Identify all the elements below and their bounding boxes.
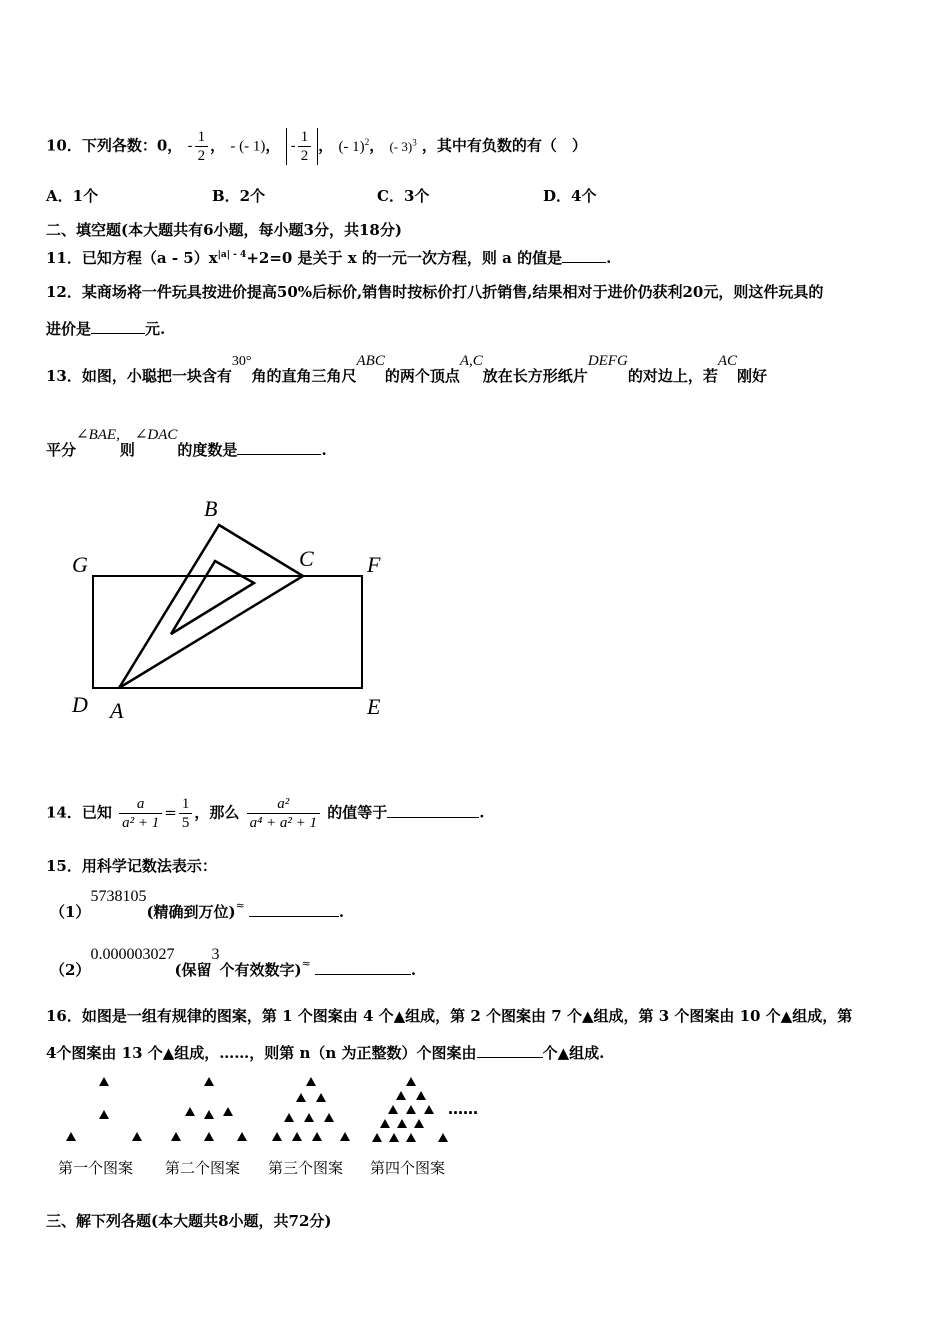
q16-answer-blank[interactable] [477,1043,543,1058]
pattern-4 [372,1077,448,1142]
q11-line: 11．已知方程$(a - 5)x^{|a| - 4}+2=0$ 是关于 x 的一元一次方程，则 a 的值是 . [46,249,612,267]
q15-part1: （1）5738105(精确到万位)≈ . [50,888,345,921]
q10-option-d: D．4个 [543,187,597,205]
fraction-half: $\frac{1}{2}$ [195,128,209,165]
caption-pattern-4: 第四个图案 [370,1159,446,1177]
fraction-one-fifth: $\frac{1}{5}$ [179,795,193,832]
q15-stem: 15．用科学记数法表示： [46,857,217,875]
fraction-a2-over-a4: $\frac{\text{a²}}{\text{a⁴ + a² + 1}}$ [247,795,320,832]
label-d: D [72,692,88,717]
q11-answer-blank[interactable] [562,248,606,263]
caption-pattern-3: 第三个图案 [268,1159,344,1177]
caption-pattern-2: 第二个图案 [165,1159,241,1177]
section3-heading: 三、解下列各题(本大题共8小题，共72分) [46,1212,332,1230]
fraction-a-over-a2plus1: $\frac{a}{\text{a² + 1}}$ [119,795,162,832]
q16-line2: 4个图案由 13 个▲组成，……，则第 n（n 为正整数）个图案由 个▲组成. [46,1044,605,1062]
q15-part1-blank[interactable] [249,902,339,917]
pattern-1 [66,1077,142,1141]
q10-item2: - (- 1) [230,138,266,155]
pattern-ellipsis: …… [448,1100,478,1118]
pattern-3 [272,1077,350,1141]
abs-neg-half: - $\frac{1}{2}$ [286,128,319,165]
label-g: G [72,552,88,577]
q12-answer-blank[interactable] [91,319,145,334]
q10-stem: 10．下列各数：0， [46,136,183,155]
q13-line1: 13．如图，小聪把一块含有30°角的直角三角尺ABC的两个顶点A,C放在长方形纸片DEFG的对边上，若AC刚好 [46,353,768,385]
q16-line1: 16．如图是一组有规律的图案，第 1 个图案由 4 个▲组成，第 2 个图案由 7 个▲组成，第 3 个图案由 10 个▲组成，第 [46,1007,853,1025]
q13-line2: 平分∠BAE,则∠DAC的度数是 . [46,427,327,459]
q14-answer-blank[interactable] [387,803,479,818]
caption-pattern-1: 第一个图案 [58,1159,134,1177]
q15-part2: （2）0.000003027(保留3个有效数字)≈ . [50,946,417,979]
q16-pattern-figure [55,1070,495,1150]
label-c: C [299,546,314,571]
q10-option-b: B．2个 [212,187,266,205]
pattern-2 [171,1077,247,1141]
q13-figure [60,490,420,730]
q13-answer-blank[interactable] [237,440,321,455]
q12-line1: 12．某商场将一件玩具按进价提高50%后标价,销售时按标价打八折销售,结果相对于进价仍获利20元，则这件玩具的 [46,283,824,301]
triangle-abc-inner [171,561,254,634]
section2-heading: 二、填空题(本大题共有6小题，每小题3分，共18分) [46,221,402,239]
q14-line: 14．已知 $\frac{a}{\text{a² + 1}}$ = $\frac{1}{5}$ ，那么 $\frac{\text{a²}}{\text{a⁴ + a² + 1}}$ 的值等于 . [46,796,485,831]
q10-item4: (- 1)$^2$ [338,136,370,155]
label-f: F [367,552,381,577]
q10-option-c: C．3个 [377,187,430,205]
q10-item5: (- 3)$^3$ [389,137,417,154]
label-e: E [367,694,381,719]
label-b: B [204,496,218,521]
q15-part2-blank[interactable] [315,960,411,975]
q10-line: 10．下列各数：0， - $\frac{1}{2}$ ， - (- 1)， - $\frac{1}{2}$ ， (- 1)$^2$， (- 3)$^3$ ，其中有负数的有（ ） [46,129,587,164]
label-a: A [110,698,124,723]
q10-tail: ，其中有负数的有（ ） [421,136,587,155]
rectangle-defg [93,576,362,688]
q10-option-a: A．1个 [46,187,99,205]
triangle-abc-outer [119,525,303,688]
q12-line2: 进价是 元. [46,320,166,338]
